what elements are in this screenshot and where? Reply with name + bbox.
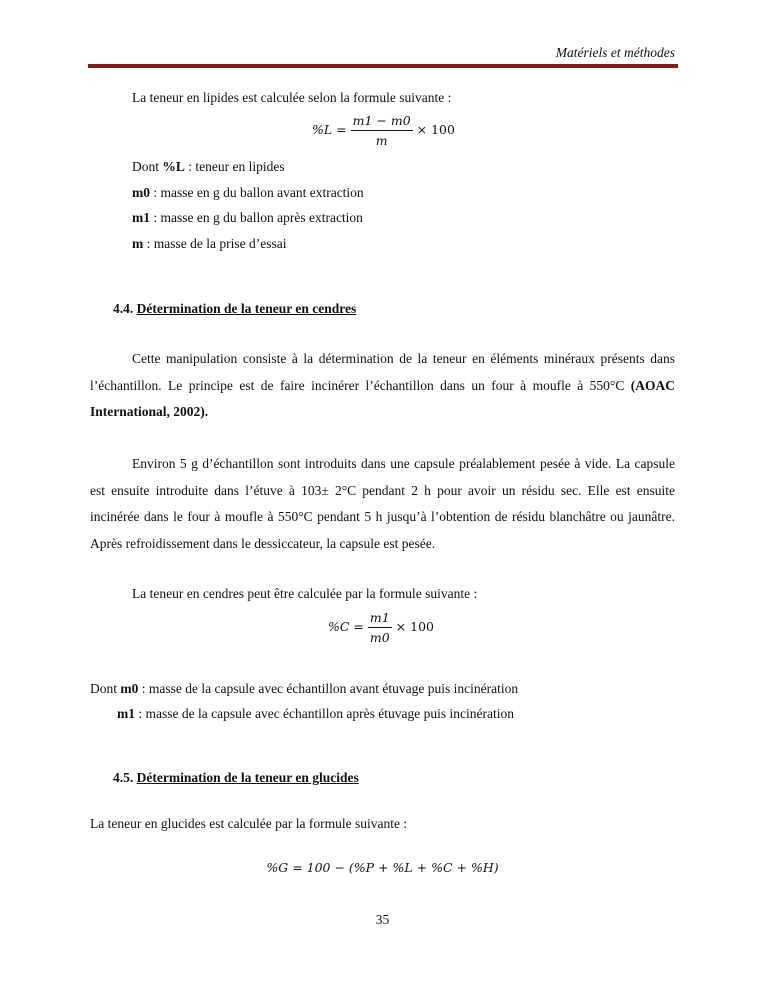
paragraph-text: Cette manipulation consiste à la détermination de la teneur en éléments minéraux présents dans l’échantillon. Le principe est de faire incinérer l’échantillon dans un four à moufle à 550°C [90, 351, 675, 393]
page-number: 35 [375, 912, 390, 927]
def-m0 [132, 185, 364, 201]
paragraph-text: Environ 5 g d’échantillon sont introduits dans une capsule préalablement pesée à vide. La capsule est ensuite introduite dans l’étuve à 103± 2°C pendant 2 h pour avoir un résidu sec. Elle est ensuite incinérée dans le four à moufle à 550°C pendant 5 h jusqu’à l’obtention de résidu blanchâtre ou jaunâtre. Après refroidissement dans le dessiccateur, la capsule est pesée. [90, 456, 675, 551]
heading-cendres [113, 301, 356, 317]
def-text: : teneur en lipides [184, 159, 285, 174]
header-rule [88, 64, 678, 68]
def-text: : masse de la capsule avec échantillon avant étuvage puis incinération [138, 681, 519, 696]
def-m [132, 236, 286, 252]
formula-denominator: m [375, 133, 388, 148]
def-text: : masse en g du ballon après extraction [150, 210, 363, 225]
formula-numerator: m1 − m0 [351, 113, 413, 131]
cendres-formula [328, 610, 434, 645]
def-cendres-m0 [90, 681, 518, 697]
dont-label: Dont [90, 681, 121, 696]
heading-glucides [113, 770, 359, 786]
def-term: m [132, 236, 144, 251]
def-term: m0 [132, 185, 150, 200]
heading-number: 4.5. [113, 770, 137, 785]
def-text: : masse de la prise d’essai [143, 236, 287, 251]
lipides-intro: La teneur en lipides est calculée selon la formule suivante : [132, 90, 452, 105]
running-header: Matériels et méthodes [555, 45, 675, 60]
glucides-intro: La teneur en glucides est calculée par la formule suivante : [90, 816, 408, 831]
def-cendres-m1 [117, 706, 514, 722]
def-term: m1 [132, 210, 150, 225]
def-term: %L [162, 159, 185, 174]
formula-rhs: × 100 [395, 619, 434, 634]
cendres-intro: La teneur en cendres peut être calculée par la formule suivante : [132, 586, 478, 601]
heading-title: Détermination de la teneur en glucides [136, 770, 359, 785]
lipides-formula [312, 113, 455, 148]
formula-lhs: %L = [312, 122, 347, 137]
formula-rhs: × 100 [416, 122, 455, 137]
def-term: m1 [117, 706, 135, 721]
formula-fraction [368, 610, 392, 645]
glucides-formula: %G = 100 − (%P + %L + %C + %H) [266, 860, 499, 875]
citation: (AOAC International, 2002). [90, 377, 675, 419]
def-text: : masse de la capsule avec échantillon après étuvage puis incinération [135, 706, 514, 721]
formula-fraction [351, 113, 413, 148]
def-m1 [132, 210, 363, 226]
def-L [132, 159, 285, 175]
def-term: m0 [120, 681, 139, 696]
cendres-paragraph-2 [90, 451, 675, 557]
formula-lhs: %C = [328, 619, 364, 634]
heading-number: 4.4. [113, 301, 137, 316]
dont-label: Dont [132, 159, 163, 174]
def-text: : masse en g du ballon avant extraction [150, 185, 364, 200]
formula-numerator: m1 [368, 610, 392, 628]
formula-denominator: m0 [369, 630, 390, 645]
cendres-paragraph-1 [90, 346, 675, 426]
heading-title: Détermination de la teneur en cendres [136, 301, 357, 316]
